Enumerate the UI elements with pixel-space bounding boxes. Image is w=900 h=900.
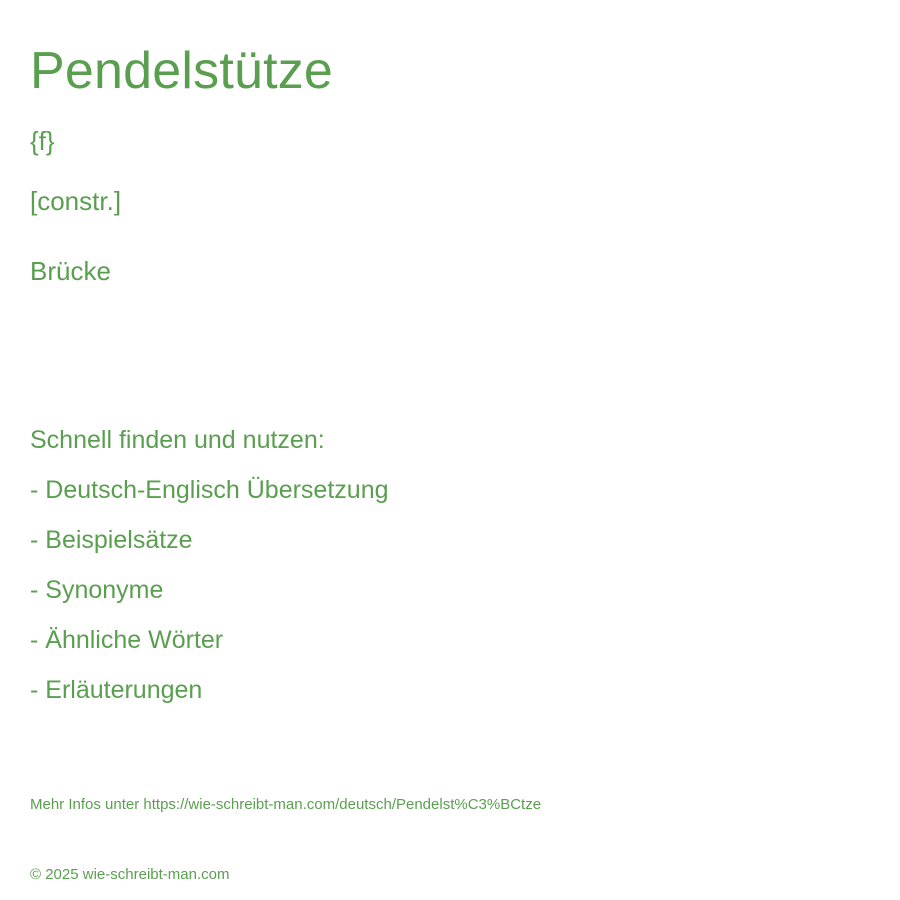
page-title: Pendelstütze bbox=[30, 42, 334, 100]
feature-item-explanations: - Erläuterungen bbox=[30, 676, 203, 704]
features-heading: Schnell finden und nutzen: bbox=[30, 426, 325, 454]
domain-label: [constr.] bbox=[30, 186, 122, 216]
feature-item-synonyms: - Synonyme bbox=[30, 576, 164, 604]
feature-item-example-sentences: - Beispielsätze bbox=[30, 526, 193, 554]
gender-label: {f} bbox=[30, 126, 55, 156]
copyright-notice: © 2025 wie-schreibt-man.com bbox=[30, 866, 230, 883]
more-info-link[interactable]: https://wie-schreibt-man.com/deutsch/Pendelst%C3%BCtze bbox=[143, 796, 542, 813]
feature-item-similar-words: - Ähnliche Wörter bbox=[30, 626, 224, 654]
more-info-prefix: Mehr Infos unter bbox=[30, 796, 144, 813]
feature-item-translation: - Deutsch-Englisch Übersetzung bbox=[30, 476, 389, 504]
more-info-line bbox=[30, 797, 541, 812]
context-label: Brücke bbox=[30, 256, 111, 286]
